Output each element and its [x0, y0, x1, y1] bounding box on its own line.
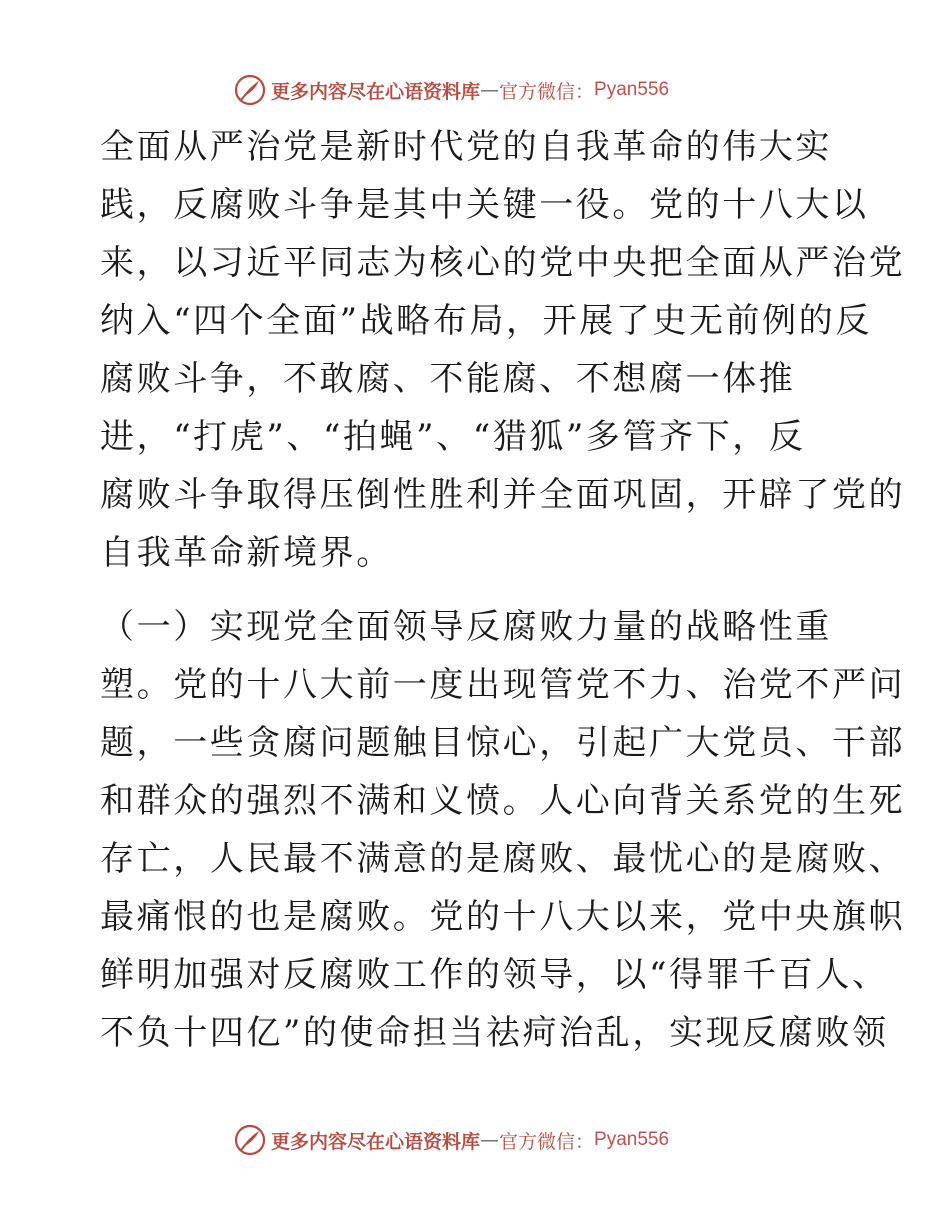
watermark-wechat-label: 官方微信： — [499, 1130, 595, 1153]
footer-watermark — [233, 1122, 733, 1158]
body-line: 来，以习近平同志为核心的党中央把全面从严治党 — [100, 243, 906, 283]
body-line: 自我革命新境界。 — [100, 533, 393, 573]
watermark-main-text: 更多内容尽在心语资料库 — [271, 1130, 481, 1153]
watermark-separator: — — [480, 1129, 500, 1151]
body-line: 和群众的强烈不满和义愤。人心向背关系党的生死 — [100, 781, 906, 821]
body-line: 最痛恨的也是腐败。党的十八大以来，党中央旗帜 — [100, 897, 906, 937]
body-line: 题，一些贪腐问题触目惊心，引起广大党员、干部 — [100, 723, 906, 763]
header-watermark — [233, 72, 733, 108]
section-heading-line: （一）实现党全面领导反腐败力量的战略性重 — [100, 607, 832, 647]
body-line: 塑。党的十八大前一度出现管党不力、治党不严问 — [100, 665, 906, 705]
watermark-wechat-id: Pyan556 — [594, 79, 670, 100]
body-line: 腐败斗争，不敢腐、不能腐、不想腐一体推 — [100, 359, 796, 399]
body-line: 全面从严治党是新时代党的自我革命的伟大实 — [100, 127, 832, 167]
quill-logo-icon — [233, 1123, 267, 1157]
body-line: 不负十四亿”的使命担当祛疴治乱，实现反腐败领 — [100, 1013, 889, 1053]
body-line: 鲜明加强对反腐败工作的领导，以“得罪千百人、 — [100, 955, 889, 995]
watermark-wechat-label: 官方微信： — [499, 80, 595, 103]
body-line: 存亡，人民最不满意的是腐败、最忧心的是腐败、 — [100, 839, 906, 879]
body-line: 进，“打虎”、“拍蝇”、“猎狐”多管齐下，反 — [100, 417, 806, 457]
body-line: 践，反腐败斗争是其中关键一役。党的十八大以 — [100, 185, 869, 225]
body-line: 腐败斗争取得压倒性胜利并全面巩固，开辟了党的 — [100, 475, 906, 515]
quill-logo-icon — [233, 73, 267, 107]
body-line: 纳入“四个全面”战略布局，开展了史无前例的反 — [100, 301, 872, 341]
watermark-main-text: 更多内容尽在心语资料库 — [271, 80, 481, 103]
watermark-wechat-id: Pyan556 — [594, 1129, 670, 1150]
watermark-separator: — — [480, 79, 500, 101]
